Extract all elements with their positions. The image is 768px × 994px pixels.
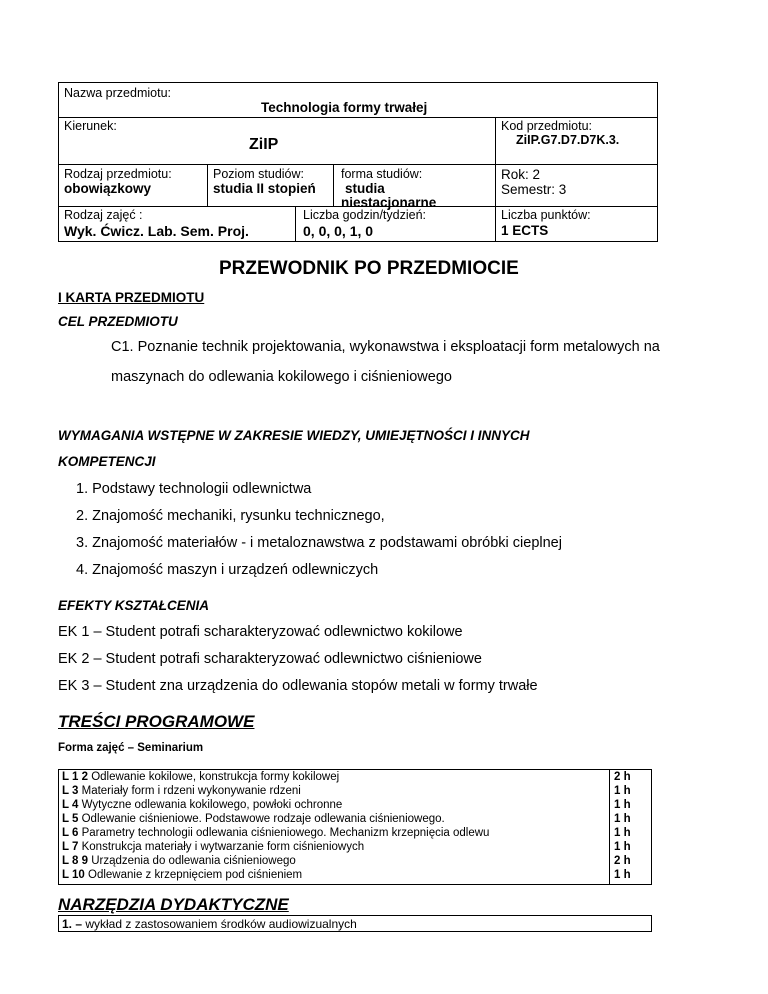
karta-heading: I KARTA PRZEDMIOTU [58, 290, 205, 305]
zajec-value: Wyk. Ćwicz. Lab. Sem. Proj. [64, 223, 249, 239]
program-row-hours: 1 h [614, 813, 631, 825]
forma-value-2: niestacjonarne [341, 195, 437, 210]
program-row-text: Odlewanie z krzepnięciem pod ciśnieniem [84, 869, 303, 881]
page-title: PRZEWODNIK PO PRZEDMIOCIE [219, 258, 519, 279]
godzin-value: 0, 0, 0, 1, 0 [303, 223, 374, 239]
narzedzia-item-num: 1. – [62, 917, 83, 931]
program-row-8 [62, 869, 302, 881]
cel-line-2: maszynach do odlewania kokilowego i ciśnieniowego [111, 369, 452, 385]
wymagania-heading-2: KOMPETENCJI [58, 454, 156, 469]
program-row-code: L 3 [62, 785, 79, 797]
program-row-5 [62, 827, 489, 839]
program-row-code: L 7 [62, 841, 79, 853]
program-row-6 [62, 841, 364, 853]
program-row-code: L 4 [62, 799, 79, 811]
efekty-item-2: EK 2 – Student potrafi scharakteryzować odlewnictwo ciśnieniowe [58, 651, 482, 667]
header-divider-v3 [333, 164, 334, 206]
program-row-hours: 1 h [614, 841, 631, 853]
zajec-label: Rodzaj zajęć : [64, 208, 143, 222]
program-row-text: Materiały form i rdzeni wykonywanie rdzeni [78, 785, 301, 797]
forma-label: forma studiów: [341, 167, 423, 181]
program-row-hours: 2 h [614, 771, 631, 783]
header-divider-v4 [295, 206, 296, 241]
narzedzia-table [58, 915, 652, 932]
poziom-label: Poziom studiów: [213, 167, 305, 181]
program-row-2 [62, 785, 301, 797]
program-row-text: Wytyczne odlewania kokilowego, powłoki ochronne [78, 799, 343, 811]
header-divider-v1 [495, 117, 496, 241]
efekty-item-3: EK 3 – Student zna urządzenia do odlewania stopów metali w formy trwałe [58, 678, 538, 694]
kod-label: Kod przedmiotu: [501, 119, 593, 133]
program-row-3 [62, 799, 342, 811]
header-divider-2 [59, 164, 657, 165]
program-row-hours: 1 h [614, 869, 631, 881]
program-row-4 [62, 813, 445, 825]
punktow-value: 1 ECTS [501, 223, 549, 238]
program-row-text: Parametry technologii odlewania ciśnieniowego. Mechanizm krzepnięcia odlewu [78, 827, 490, 839]
rodzaj-value: obowiązkowy [64, 181, 152, 196]
efekty-heading: EFEKTY KSZTAŁCENIA [58, 598, 210, 613]
kod-value: ZiIP.G7.D7.D7K.3. [516, 133, 620, 147]
nazwa-label: Nazwa przedmiotu: [64, 86, 171, 100]
narzedzia-item-1 [62, 917, 357, 931]
narzedzia-heading: NARZĘDZIA DYDAKTYCZNE [58, 895, 289, 914]
header-table [58, 82, 658, 242]
rok-value: Rok: 2 [501, 167, 541, 182]
program-row-text: Konstrukcja materiały i wytwarzanie form ciśnieniowych [78, 841, 365, 853]
program-row-hours: 1 h [614, 785, 631, 797]
program-row-hours: 1 h [614, 827, 631, 839]
program-row-7 [62, 855, 296, 867]
nazwa-value: Technologia formy trwałej [261, 100, 428, 115]
header-divider-v2 [207, 164, 208, 206]
kierunek-label: Kierunek: [64, 119, 117, 133]
wymagania-item-1: 1. Podstawy technologii odlewnictwa [76, 481, 312, 497]
program-row-code: L 10 [62, 869, 85, 881]
godzin-label: Liczba godzin/tydzień: [303, 208, 426, 222]
efekty-item-1: EK 1 – Student potrafi scharakteryzować odlewnictwo kokilowe [58, 624, 463, 640]
wymagania-heading-1: WYMAGANIA WSTĘPNE W ZAKRESIE WIEDZY, UMIEJĘTNOŚCI I INNYCH [58, 428, 530, 443]
program-table [58, 769, 652, 885]
program-row-code: L 8 9 [62, 855, 88, 867]
kierunek-value: ZiIP [249, 136, 279, 153]
forma-value-1: studia [345, 181, 385, 196]
poziom-value: studia II stopień [213, 181, 316, 196]
program-row-hours: 1 h [614, 799, 631, 811]
tresci-forma: Forma zajęć – Seminarium [58, 742, 204, 754]
program-row-code: L 6 [62, 827, 79, 839]
punktow-label: Liczba punktów: [501, 208, 591, 222]
cel-heading: CEL PRZEDMIOTU [58, 314, 178, 329]
program-table-divider [609, 770, 610, 884]
program-row-code: L 1 2 [62, 771, 88, 783]
narzedzia-item-text: wykład z zastosowaniem środków audiowizualnych [82, 917, 357, 931]
program-row-text: Odlewanie kokilowe, konstrukcja formy kokilowej [88, 771, 340, 783]
rodzaj-label: Rodzaj przedmiotu: [64, 167, 172, 181]
program-row-1 [62, 771, 339, 783]
wymagania-item-3: 3. Znajomość materiałów - i metaloznawstwa z podstawami obróbki cieplnej [76, 535, 562, 551]
wymagania-item-4: 4. Znajomość maszyn i urządzeń odlewniczych [76, 562, 379, 578]
program-row-code: L 5 [62, 813, 79, 825]
header-divider-1 [59, 117, 657, 118]
tresci-heading: TREŚCI PROGRAMOWE [58, 712, 255, 731]
program-row-text: Odlewanie ciśnieniowe. Podstawowe rodzaje odlewania ciśnieniowego. [78, 813, 445, 825]
semestr-value: Semestr: 3 [501, 182, 567, 197]
program-row-hours: 2 h [614, 855, 631, 867]
cel-line-1: C1. Poznanie technik projektowania, wykonawstwa i eksploatacji form metalowych na [111, 339, 660, 355]
wymagania-item-2: 2. Znajomość mechaniki, rysunku technicznego, [76, 508, 385, 524]
program-row-text: Urządzenia do odlewania ciśnieniowego [88, 855, 296, 867]
